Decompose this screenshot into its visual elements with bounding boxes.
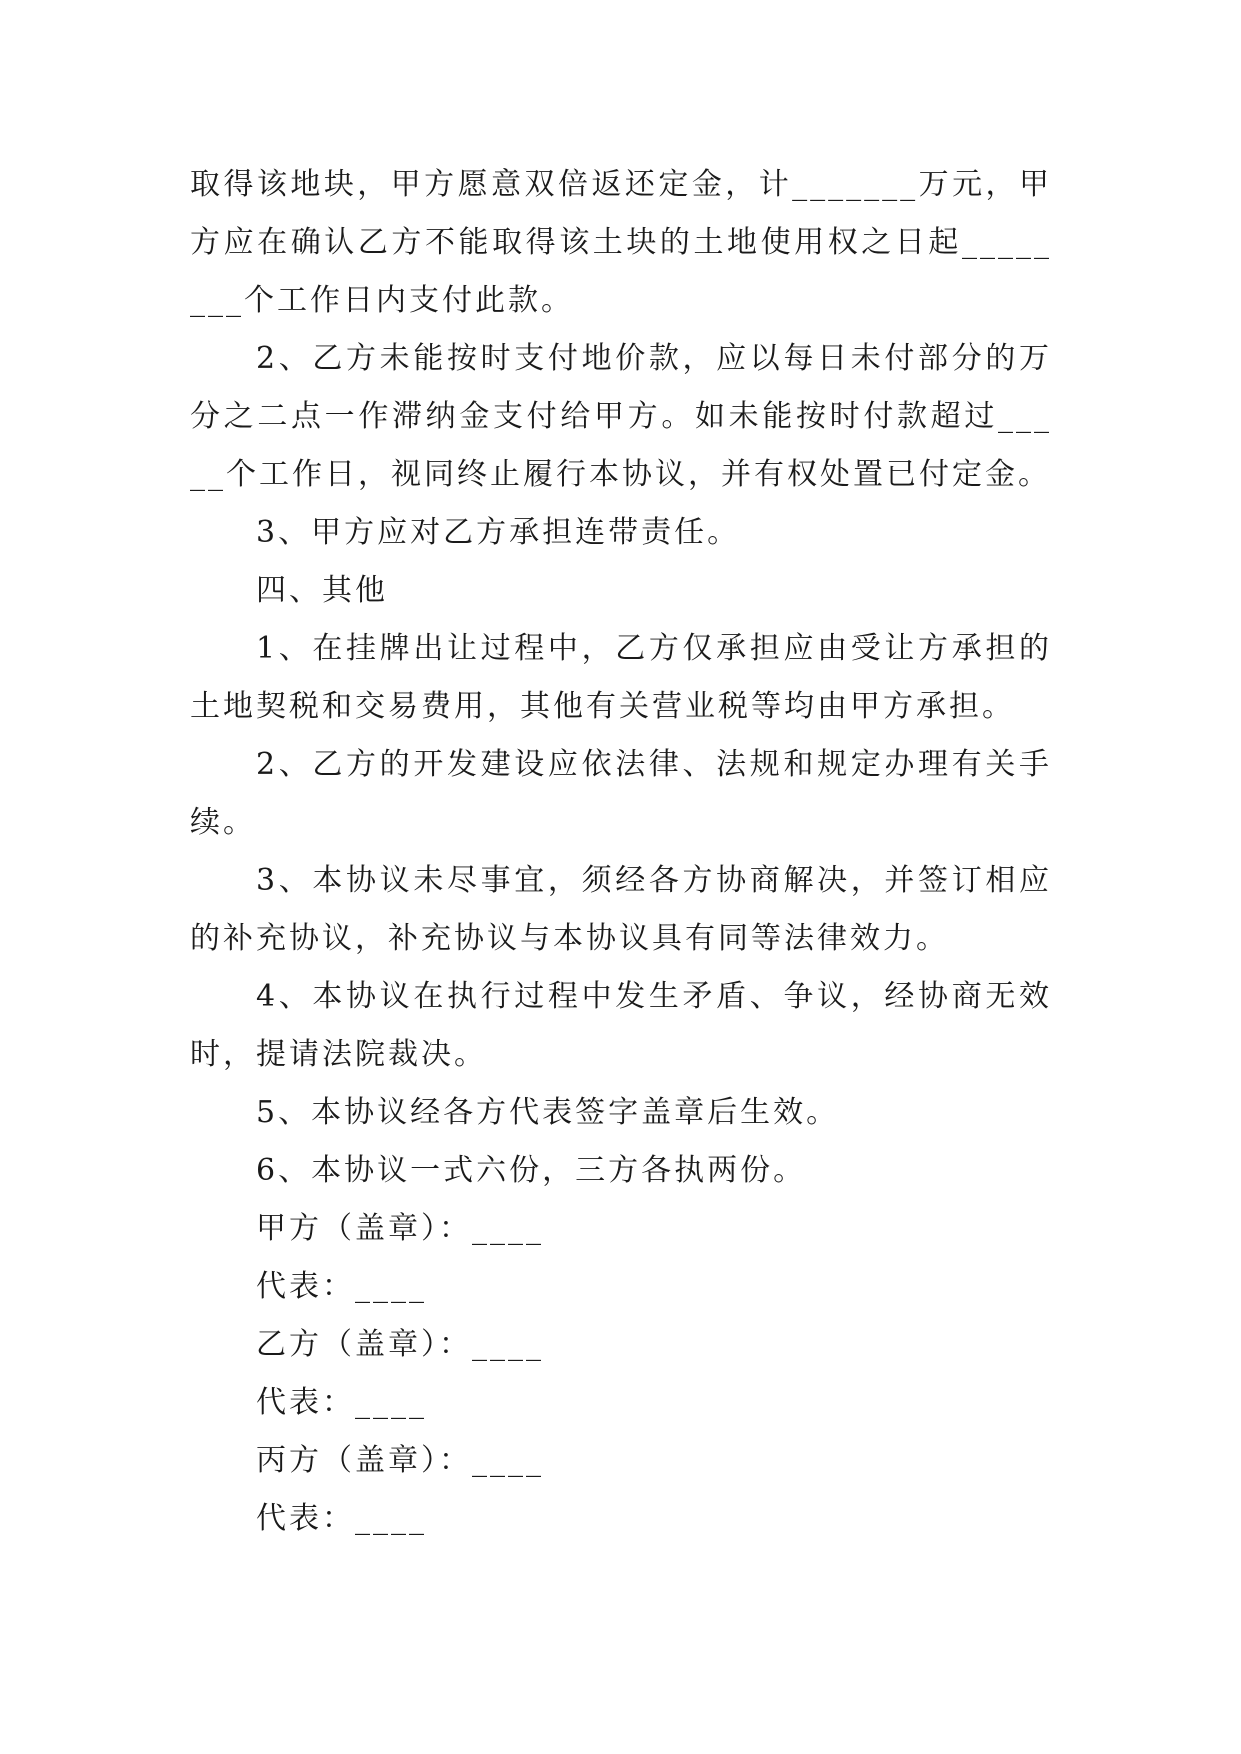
signature-party-a-seal: 甲方（盖章）：____ [256, 1211, 544, 1246]
paragraph-other-2-procedures: 2、乙方的开发建设应依法律、法规和规定办理有关手续。 [190, 747, 1052, 840]
paragraph-clause-3-joint-liability: 3、甲方应对乙方承担连带责任。 [256, 515, 741, 550]
paragraph-other-3-supplementary: 3、本协议未尽事宜，须经各方协商解决，并签订相应的补充协议，补充协议与本协议具有同等法律效力。 [190, 863, 1052, 956]
paragraph-intro: 取得该地块，甲方愿意双倍返还定金，计_______万元，甲方应在确认乙方不能取得该土块的土地使用权之日起________个工作日内支付此款。 [190, 167, 1052, 318]
signature-party-c-seal: 丙方（盖章）：____ [256, 1443, 544, 1478]
signature-party-a-representative: 代表：____ [256, 1269, 427, 1304]
section-heading-other: 四、其他 [256, 573, 388, 608]
paragraph-other-5-effective: 5、本协议经各方代表签字盖章后生效。 [256, 1095, 840, 1130]
paragraph-other-1-taxes: 1、在挂牌出让过程中，乙方仅承担应由受让方承担的土地契税和交易费用，其他有关营业税等均由甲方承担。 [190, 631, 1052, 724]
signature-party-c-representative: 代表：____ [256, 1501, 427, 1536]
signature-party-b-representative: 代表：____ [256, 1385, 427, 1420]
paragraph-other-6-copies: 6、本协议一式六份，三方各执两份。 [256, 1153, 807, 1188]
paragraph-other-4-disputes: 4、本协议在执行过程中发生矛盾、争议，经协商无效时，提请法院裁决。 [190, 979, 1052, 1072]
signature-block [190, 1200, 1052, 1548]
document-page [190, 156, 1052, 1548]
paragraph-clause-2-late-payment: 2、乙方未能按时支付地价款，应以每日未付部分的万分之二点一作滞纳金支付给甲方。如未能按时付款超过_____个工作日，视同终止履行本协议，并有权处置已付定金。 [190, 341, 1052, 492]
signature-party-b-seal: 乙方（盖章）：____ [256, 1327, 544, 1362]
